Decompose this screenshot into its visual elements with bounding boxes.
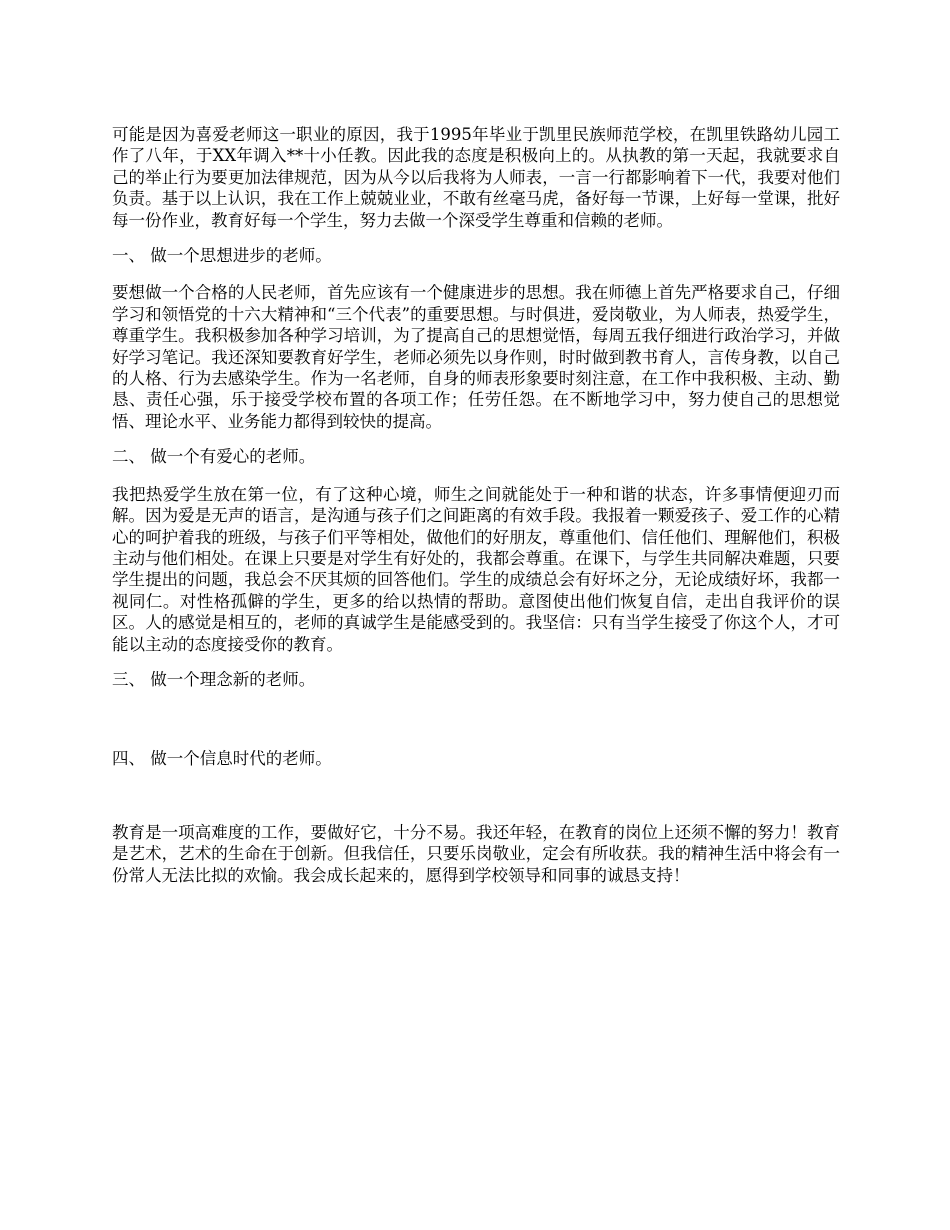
conclusion-paragraph: 教育是一项高难度的工作，要做好它，十分不易。我还年轻，在教育的岗位上还须不懈的努力！教育是艺术，艺术的生命在于创新。但我信任，只要乐岗敬业，定会有所收获。我的精神生活中将会有一份常人无法比拟的欢愉。我会成长起来的，愿得到学校领导和同事的诚恳支持！ <box>112 822 840 885</box>
section-heading-3: 三、 做一个理念新的老师。 <box>112 669 316 689</box>
intro-paragraph: 可能是因为喜爱老师这一职业的原因，我于1995年毕业于凯里民族师范学校，在凯里铁路幼儿园工作了八年，于XX年调入**十小任教。因此我的态度是积极向上的。从执教的第一天起，我就要求自己的举止行为要更加法律规范，因为从今以后我将为人师表，一言一行都影响着下一代，我要对他们负责。基于以上认识，我在工作上兢兢业业，不敢有丝毫马虎，备好每一节课，上好每一堂课，批好每一份作业，教育好每一个学生，努力去做一个深受学生尊重和信赖的老师。 <box>112 125 840 230</box>
document-body <box>112 124 840 900</box>
section-body-1: 要想做一个合格的人民老师，首先应该有一个健康进步的思想。我在师德上首先严格要求自己，仔细学习和领悟党的十六大精神和“三个代表”的重要思想。与时俱进，爱岗敬业，为人师表，热爱学生，尊重学生。我积极参加各种学习培训，为了提高自己的思想觉悟，每周五我仔细进行政治学习，并做好学习笔记。我还深知要教育好学生，老师必须先以身作则，时时做到教书育人，言传身教，以自己的人格、行为去感染学生。作为一名老师，自身的师表形象要时刻注意，在工作中我积极、主动、勤恳、责任心强，乐于接受学校布置的各项工作；任劳任怨。在不断地学习中，努力使自己的思想觉悟、理论水平、业务能力都得到较快的提高。 <box>112 283 840 431</box>
section-heading-2: 二、 做一个有爱心的老师。 <box>112 447 316 467</box>
section-body-2: 我把热爱学生放在第一位，有了这种心境，师生之间就能处于一种和谐的状态，许多事情便迎刃而解。因为爱是无声的语言，是沟通与孩子们之间距离的有效手段。我报着一颗爱孩子、爱工作的心精心的呵护着我的班级，与孩子们平等相处，做他们的好朋友，尊重他们、信任他们、理解他们，积极主动与他们相处。在课上只要是对学生有好处的，我都会尊重。在课下，与学生共同解决难题，只要学生提出的问题，我总会不厌其烦的回答他们。学生的成绩总会有好坏之分，无论成绩好坏，我都一视同仁。对性格孤僻的学生，更多的给以热情的帮助。意图使出他们恢复自信，走出自我评价的误区。人的感觉是相互的，老师的真诚学生是能感受到的。我坚信：只有当学生接受了你这个人，才可能以主动的态度接受你的教育。 <box>112 484 840 654</box>
section-heading-4: 四、 做一个信息时代的老师。 <box>112 749 332 769</box>
section-heading-1: 一、 做一个思想进步的老师。 <box>112 246 332 266</box>
